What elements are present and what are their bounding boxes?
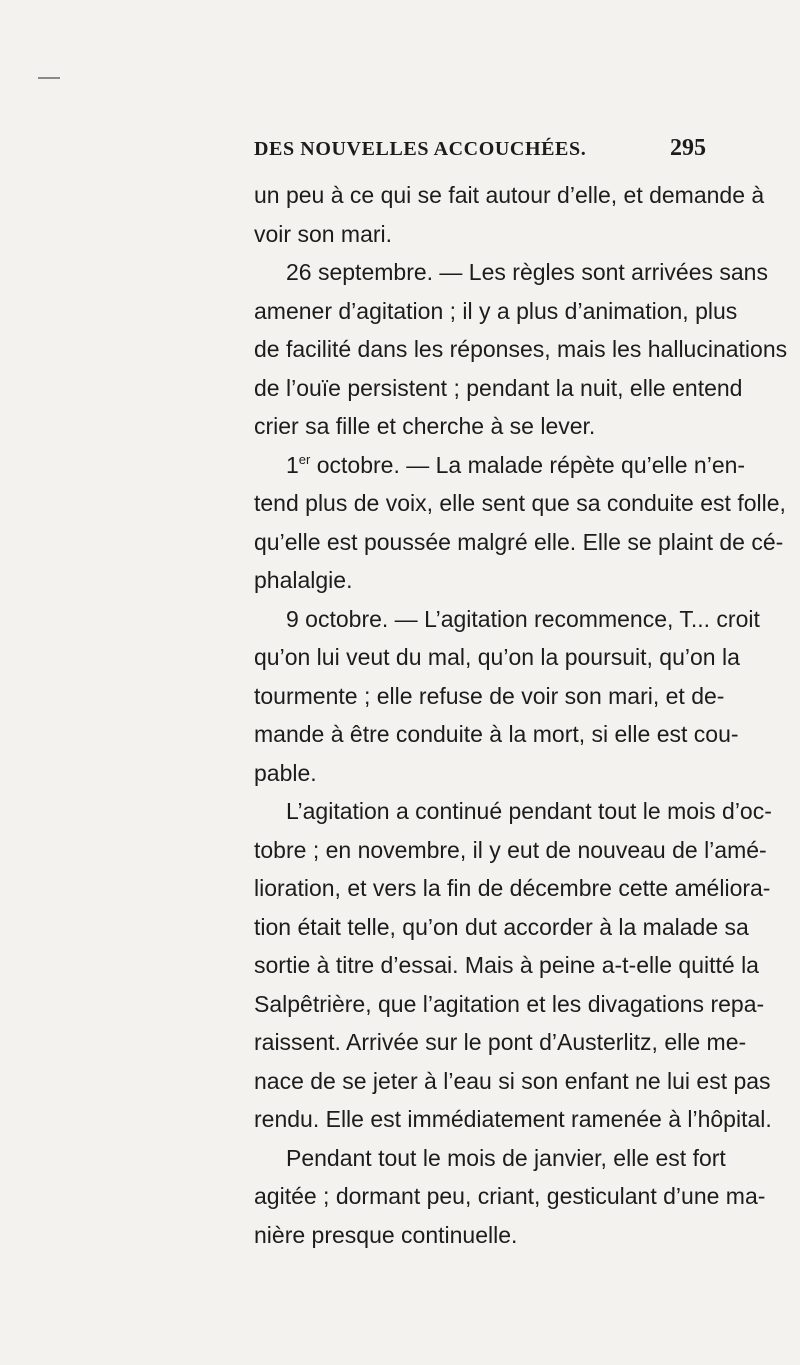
- text-line: un peu à ce qui se fait autour d’elle, et demande à: [254, 182, 765, 208]
- text-line: agitée ; dormant peu, criant, gesticulant d’une ma-: [254, 1183, 766, 1209]
- page-number: 295: [670, 135, 706, 161]
- text-line: tourmente ; elle refuse de voir son mari, et de-: [254, 682, 725, 709]
- ordinal-superscript: er: [298, 451, 311, 467]
- text-line: de facilité dans les réponses, mais les hallucinations: [254, 336, 788, 362]
- margin-mark: [38, 77, 60, 79]
- text-line: voir son mari.: [254, 220, 393, 247]
- text-line: de l’ouïe persistent ; pendant la nuit, elle entend: [254, 374, 743, 401]
- text-line: crier sa fille et cherche à se lever.: [254, 413, 596, 439]
- text-line: tend plus de voix, elle sent que sa conduite est folle,: [254, 490, 786, 516]
- text-line: qu’elle est poussée malgré elle. Elle se plaint de cé-: [254, 528, 784, 555]
- text-line: L’agitation a continué pendant tout le mois d’oc-: [286, 798, 772, 824]
- text-line: lioration, et vers la fin de décembre cette améliora-: [254, 875, 771, 901]
- text-line: Salpêtrière, que l’agitation et les divagations repa-: [254, 990, 765, 1017]
- text-line: pable.: [254, 759, 317, 786]
- text-line: raissent. Arrivée sur le pont d’Austerlitz, elle me-: [254, 1029, 747, 1055]
- date-number: 1: [286, 451, 299, 478]
- text-line: rendu. Elle est immédiatement ramenée à l’hôpital.: [254, 1106, 772, 1132]
- text-line: [254, 446, 746, 485]
- line-rest: octobre. — La malade répète qu’elle n’en-: [310, 451, 746, 478]
- text-line: tion était telle, qu’on dut accorder à la malade sa: [254, 913, 749, 940]
- page-header: [254, 135, 706, 170]
- text-line: mande à être conduite à la mort, si elle est cou-: [254, 721, 739, 747]
- text-line: sortie à titre d’essai. Mais à peine a-t-elle quitté la: [254, 952, 759, 978]
- text-line: nace de se jeter à l’eau si son enfant ne lui est pas: [254, 1067, 771, 1094]
- body-text: [254, 176, 788, 1254]
- text-line: Pendant tout le mois de janvier, elle est fort: [286, 1144, 726, 1171]
- text-line: amener d’agitation ; il y a plus d’animation, plus: [254, 297, 738, 324]
- running-title: DES NOUVELLES ACCOUCHÉES.: [254, 138, 587, 160]
- text-line: 9 octobre. — L’agitation recommence, T... croit: [286, 605, 760, 632]
- text-line: nière presque continuelle.: [254, 1221, 518, 1248]
- text-line: tobre ; en novembre, il y eut de nouveau de l’amé-: [254, 836, 767, 863]
- text-line: 26 septembre. — Les règles sont arrivées sans: [286, 259, 768, 285]
- text-line: qu’on lui veut du mal, qu’on la poursuit, qu’on la: [254, 644, 740, 670]
- text-line: phalalgie.: [254, 567, 353, 593]
